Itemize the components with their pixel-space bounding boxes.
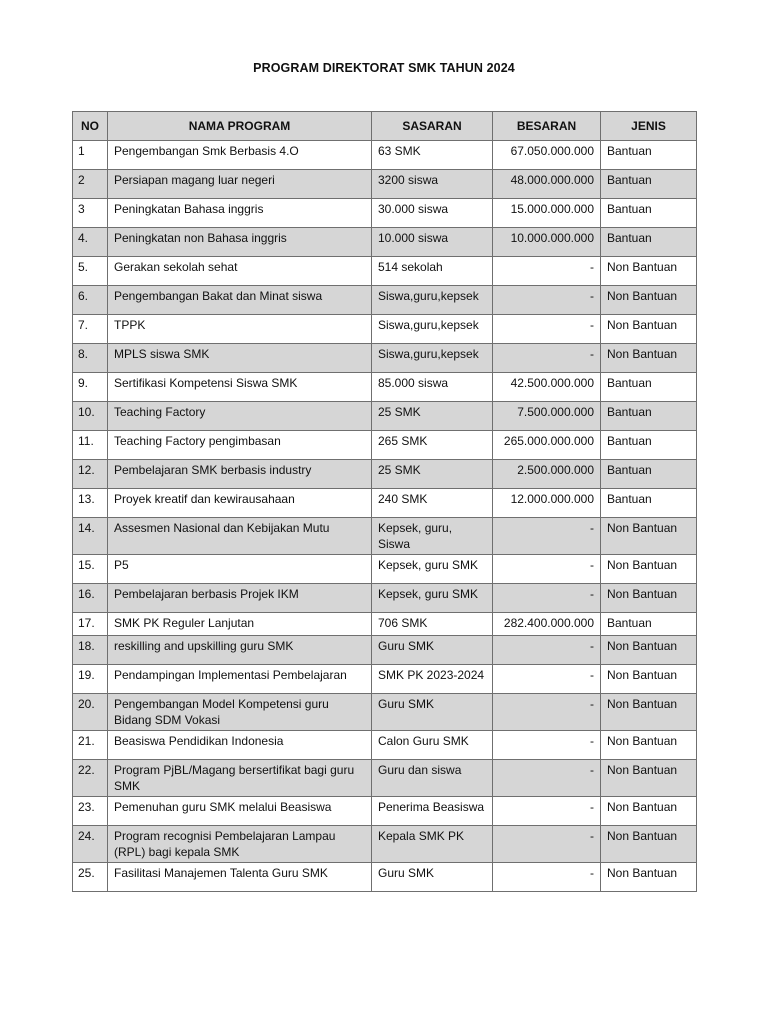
- table-row: [73, 694, 697, 731]
- cell-nama-program: Pembelajaran berbasis Projek IKM: [108, 584, 372, 613]
- cell-nama-program: Peningkatan non Bahasa inggris: [108, 228, 372, 257]
- cell-besaran: -: [493, 286, 601, 315]
- cell-no: 9.: [73, 373, 108, 402]
- cell-sasaran: 25 SMK: [372, 460, 493, 489]
- cell-sasaran: Guru dan siswa: [372, 760, 493, 797]
- cell-sasaran: Siswa,guru,kepsek: [372, 344, 493, 373]
- cell-sasaran: 30.000 siswa: [372, 199, 493, 228]
- cell-besaran: -: [493, 344, 601, 373]
- table-row: [73, 170, 697, 199]
- cell-jenis: Non Bantuan: [601, 694, 697, 731]
- cell-no: 8.: [73, 344, 108, 373]
- cell-jenis: Bantuan: [601, 489, 697, 518]
- cell-sasaran: Kepsek, guru, Siswa: [372, 518, 493, 555]
- header-jenis: JENIS: [601, 112, 697, 141]
- cell-jenis: Non Bantuan: [601, 665, 697, 694]
- cell-besaran: -: [493, 257, 601, 286]
- cell-no: 13.: [73, 489, 108, 518]
- cell-no: 5.: [73, 257, 108, 286]
- cell-sasaran: Calon Guru SMK: [372, 731, 493, 760]
- table-row: [73, 141, 697, 170]
- cell-jenis: Non Bantuan: [601, 863, 697, 892]
- table-row: [73, 315, 697, 344]
- table-row: [73, 518, 697, 555]
- cell-jenis: Bantuan: [601, 228, 697, 257]
- table-row: [73, 584, 697, 613]
- cell-no: 22.: [73, 760, 108, 797]
- cell-no: 17.: [73, 613, 108, 636]
- cell-sasaran: Guru SMK: [372, 863, 493, 892]
- cell-jenis: Bantuan: [601, 170, 697, 199]
- table-row: [73, 613, 697, 636]
- cell-jenis: Bantuan: [601, 199, 697, 228]
- cell-besaran: 15.000.000.000: [493, 199, 601, 228]
- table-row: [73, 636, 697, 665]
- cell-nama-program: reskilling and upskilling guru SMK: [108, 636, 372, 665]
- cell-sasaran: 25 SMK: [372, 402, 493, 431]
- cell-no: 14.: [73, 518, 108, 555]
- cell-no: 20.: [73, 694, 108, 731]
- cell-nama-program: Fasilitasi Manajemen Talenta Guru SMK: [108, 863, 372, 892]
- cell-nama-program: Sertifikasi Kompetensi Siswa SMK: [108, 373, 372, 402]
- cell-nama-program: Teaching Factory: [108, 402, 372, 431]
- cell-nama-program: MPLS siswa SMK: [108, 344, 372, 373]
- table-row: [73, 228, 697, 257]
- cell-nama-program: Teaching Factory pengimbasan: [108, 431, 372, 460]
- table-row: [73, 826, 697, 863]
- cell-no: 12.: [73, 460, 108, 489]
- table-row: [73, 431, 697, 460]
- cell-no: 4.: [73, 228, 108, 257]
- cell-sasaran: 265 SMK: [372, 431, 493, 460]
- table-row: [73, 555, 697, 584]
- cell-nama-program: SMK PK Reguler Lanjutan: [108, 613, 372, 636]
- page-title: PROGRAM DIREKTORAT SMK TAHUN 2024: [253, 61, 515, 75]
- cell-sasaran: 85.000 siswa: [372, 373, 493, 402]
- cell-jenis: Bantuan: [601, 431, 697, 460]
- cell-jenis: Bantuan: [601, 460, 697, 489]
- cell-besaran: 282.400.000.000: [493, 613, 601, 636]
- cell-sasaran: Guru SMK: [372, 636, 493, 665]
- cell-besaran: 42.500.000.000: [493, 373, 601, 402]
- cell-besaran: -: [493, 826, 601, 863]
- cell-no: 23.: [73, 797, 108, 826]
- cell-besaran: -: [493, 797, 601, 826]
- cell-jenis: Non Bantuan: [601, 731, 697, 760]
- cell-no: 25.: [73, 863, 108, 892]
- cell-jenis: Non Bantuan: [601, 797, 697, 826]
- cell-sasaran: 514 sekolah: [372, 257, 493, 286]
- cell-nama-program: Pembelajaran SMK berbasis industry: [108, 460, 372, 489]
- table-row: [73, 489, 697, 518]
- cell-besaran: -: [493, 636, 601, 665]
- cell-no: 11.: [73, 431, 108, 460]
- table-row: [73, 402, 697, 431]
- cell-sasaran: Penerima Beasiswa: [372, 797, 493, 826]
- cell-nama-program: Pengembangan Model Kompetensi guru Bidang SDM Vokasi: [108, 694, 372, 731]
- cell-sasaran: Siswa,guru,kepsek: [372, 315, 493, 344]
- cell-jenis: Non Bantuan: [601, 826, 697, 863]
- table-row: [73, 344, 697, 373]
- cell-jenis: Non Bantuan: [601, 257, 697, 286]
- cell-besaran: -: [493, 863, 601, 892]
- cell-nama-program: Assesmen Nasional dan Kebijakan Mutu: [108, 518, 372, 555]
- cell-sasaran: Kepsek, guru SMK: [372, 584, 493, 613]
- cell-jenis: Non Bantuan: [601, 555, 697, 584]
- table-row: [73, 665, 697, 694]
- cell-besaran: -: [493, 731, 601, 760]
- cell-jenis: Non Bantuan: [601, 636, 697, 665]
- header-no: NO: [73, 112, 108, 141]
- header-sasaran: SASARAN: [372, 112, 493, 141]
- cell-no: 18.: [73, 636, 108, 665]
- cell-sasaran: Kepala SMK PK: [372, 826, 493, 863]
- cell-besaran: 10.000.000.000: [493, 228, 601, 257]
- cell-nama-program: Persiapan magang luar negeri: [108, 170, 372, 199]
- table-row: [73, 199, 697, 228]
- cell-sasaran: 240 SMK: [372, 489, 493, 518]
- cell-jenis: Non Bantuan: [601, 760, 697, 797]
- cell-no: 7.: [73, 315, 108, 344]
- cell-jenis: Bantuan: [601, 373, 697, 402]
- cell-sasaran: Kepsek, guru SMK: [372, 555, 493, 584]
- cell-besaran: 12.000.000.000: [493, 489, 601, 518]
- cell-jenis: Bantuan: [601, 402, 697, 431]
- cell-sasaran: 3200 siswa: [372, 170, 493, 199]
- cell-jenis: Non Bantuan: [601, 518, 697, 555]
- cell-nama-program: Pemenuhan guru SMK melalui Beasiswa: [108, 797, 372, 826]
- cell-besaran: 265.000.000.000: [493, 431, 601, 460]
- cell-nama-program: Gerakan sekolah sehat: [108, 257, 372, 286]
- cell-sasaran: 63 SMK: [372, 141, 493, 170]
- cell-besaran: -: [493, 315, 601, 344]
- cell-no: 24.: [73, 826, 108, 863]
- cell-besaran: 7.500.000.000: [493, 402, 601, 431]
- cell-besaran: -: [493, 760, 601, 797]
- header-nama-program: NAMA PROGRAM: [108, 112, 372, 141]
- cell-jenis: Non Bantuan: [601, 315, 697, 344]
- cell-no: 15.: [73, 555, 108, 584]
- table-row: [73, 257, 697, 286]
- table-row: [73, 863, 697, 892]
- cell-nama-program: Program PjBL/Magang bersertifikat bagi guru SMK: [108, 760, 372, 797]
- cell-nama-program: Pendampingan Implementasi Pembelajaran: [108, 665, 372, 694]
- cell-besaran: -: [493, 584, 601, 613]
- cell-besaran: -: [493, 694, 601, 731]
- cell-no: 6.: [73, 286, 108, 315]
- cell-besaran: 48.000.000.000: [493, 170, 601, 199]
- cell-jenis: Bantuan: [601, 613, 697, 636]
- table-row: [73, 797, 697, 826]
- cell-nama-program: Peningkatan Bahasa inggris: [108, 199, 372, 228]
- table-row: [73, 286, 697, 315]
- cell-jenis: Bantuan: [601, 141, 697, 170]
- cell-no: 3: [73, 199, 108, 228]
- table-row: [73, 373, 697, 402]
- cell-no: 10.: [73, 402, 108, 431]
- cell-sasaran: Siswa,guru,kepsek: [372, 286, 493, 315]
- table-row: [73, 460, 697, 489]
- cell-no: 1: [73, 141, 108, 170]
- cell-besaran: 67.050.000.000: [493, 141, 601, 170]
- cell-no: 19.: [73, 665, 108, 694]
- cell-sasaran: SMK PK 2023-2024: [372, 665, 493, 694]
- cell-nama-program: P5: [108, 555, 372, 584]
- program-table: [72, 111, 697, 892]
- cell-besaran: -: [493, 665, 601, 694]
- header-besaran: BESARAN: [493, 112, 601, 141]
- cell-nama-program: TPPK: [108, 315, 372, 344]
- cell-no: 2: [73, 170, 108, 199]
- cell-nama-program: Beasiswa Pendidikan Indonesia: [108, 731, 372, 760]
- cell-no: 21.: [73, 731, 108, 760]
- cell-jenis: Non Bantuan: [601, 344, 697, 373]
- cell-no: 16.: [73, 584, 108, 613]
- cell-jenis: Non Bantuan: [601, 584, 697, 613]
- cell-sasaran: 706 SMK: [372, 613, 493, 636]
- cell-sasaran: 10.000 siswa: [372, 228, 493, 257]
- cell-jenis: Non Bantuan: [601, 286, 697, 315]
- cell-besaran: -: [493, 518, 601, 555]
- table-header-row: [73, 112, 697, 141]
- table-row: [73, 731, 697, 760]
- cell-besaran: -: [493, 555, 601, 584]
- cell-nama-program: Proyek kreatif dan kewirausahaan: [108, 489, 372, 518]
- cell-nama-program: Pengembangan Smk Berbasis 4.O: [108, 141, 372, 170]
- cell-nama-program: Pengembangan Bakat dan Minat siswa: [108, 286, 372, 315]
- cell-sasaran: Guru SMK: [372, 694, 493, 731]
- table-row: [73, 760, 697, 797]
- cell-besaran: 2.500.000.000: [493, 460, 601, 489]
- cell-nama-program: Program recognisi Pembelajaran Lampau (RPL) bagi kepala SMK: [108, 826, 372, 863]
